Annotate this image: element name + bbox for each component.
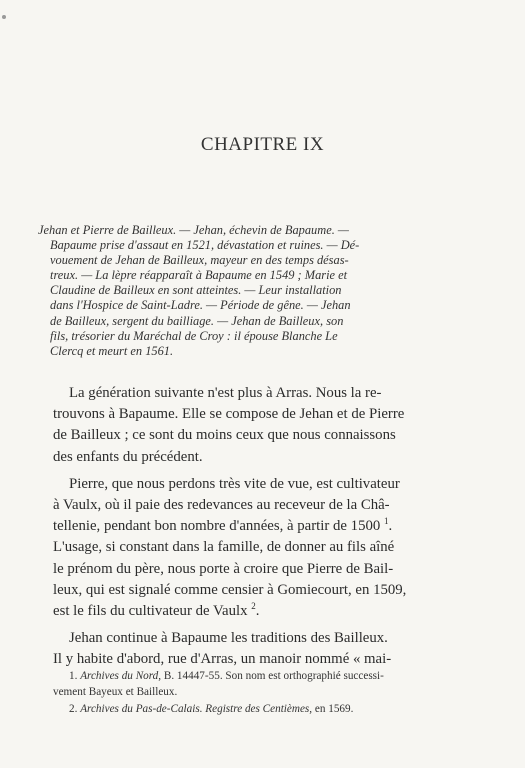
body-line: tellenie, pendant bon nombre d'années, à partir de 1500 $^1$. (53, 516, 393, 535)
body-line-text: tellenie, pendant bon nombre d'années, à partir de 1500 (53, 518, 381, 535)
footnote-text: B. 14447-55. Son nom est orthographié successi- (163, 670, 384, 682)
paragraph-2 (53, 474, 483, 622)
footnote-source: Archives du Pas-de-Calais. Registre des Centièmes, (80, 702, 313, 715)
body-line: trouvons à Bapaume. Elle se compose de Jehan et de Pierre (53, 406, 405, 423)
body-text (53, 383, 483, 671)
body-line: de Bailleux ; ce sont du moins ceux que nous connaissons (53, 427, 396, 444)
paragraph-1 (53, 383, 483, 468)
footnote-2 (53, 701, 493, 717)
footnote-source: Archives du Nord, (80, 670, 162, 682)
body-line: Pierre, que nous perdons très vite de vue, est cultivateur (69, 475, 400, 492)
paragraph-3 (53, 628, 483, 670)
summary-line: treux. — La lèpre réapparaît à Bapaume en 1549 ; Marie et (50, 268, 348, 283)
footnote-ref-2[interactable]: 2 (251, 601, 256, 612)
footnote-text: en 1569. (314, 702, 354, 715)
summary-line: Bapaume prise d'assaut en 1521, dévastation et ruines. — Dé- (50, 238, 360, 253)
body-line-text: est le fils du cultivateur de Vaulx (53, 603, 248, 620)
summary-line: vouement de Jehan de Bailleux, mayeur en des temps désas- (50, 253, 349, 268)
summary-line: dans l'Hospice de Saint-Ladre. — Période de gêne. — Jehan (50, 298, 351, 313)
footnote-1-continuation: vement Bayeux et Bailleux. (53, 686, 178, 699)
summary-line: Claudine de Bailleux en sont atteintes. — Leur installation (50, 283, 342, 298)
chapter-title: CHAPITRE IX (200, 134, 325, 155)
body-line: leux, qui est signalé comme censier à Gomiecourt, en 1509, (53, 581, 407, 598)
footnotes (53, 668, 493, 717)
margin-speck (2, 15, 6, 19)
chapter-summary (38, 223, 478, 359)
summary-line: de Bailleux, sergent du bailliage. — Jehan de Bailleux, son (50, 313, 344, 328)
body-line: est le fils du cultivateur de Vaulx $^2$. (53, 601, 260, 620)
body-line: à Vaulx, où il paie des redevances au receveur de la Châ- (53, 497, 390, 514)
body-line: des enfants du précédent. (53, 448, 203, 465)
summary-line: Clercq et meurt en 1561. (50, 343, 174, 358)
summary-line: Jehan et Pierre de Bailleux. — Jehan, échevin de Bapaume. — (38, 223, 349, 237)
footnote-ref-1[interactable]: 1 (383, 516, 389, 527)
body-line: L'usage, si constant dans la famille, de donner au fils aîné (53, 539, 395, 556)
body-line: le prénom du père, nous porte à croire que Pierre de Bail- (53, 560, 394, 577)
body-line: Jehan continue à Bapaume les traditions des Bailleux. (69, 630, 388, 647)
footnote-number: 2. (69, 702, 78, 715)
footnote-1 (53, 668, 493, 684)
body-line: La génération suivante n'est plus à Arras. Nous la re- (69, 385, 382, 401)
footnote-number: 1. (69, 670, 78, 682)
summary-line: fils, trésorier du Maréchal de Croy : il épouse Blanche Le (50, 328, 338, 343)
body-line: Il y habite d'abord, rue d'Arras, un manoir nommé « mai- (53, 651, 392, 668)
